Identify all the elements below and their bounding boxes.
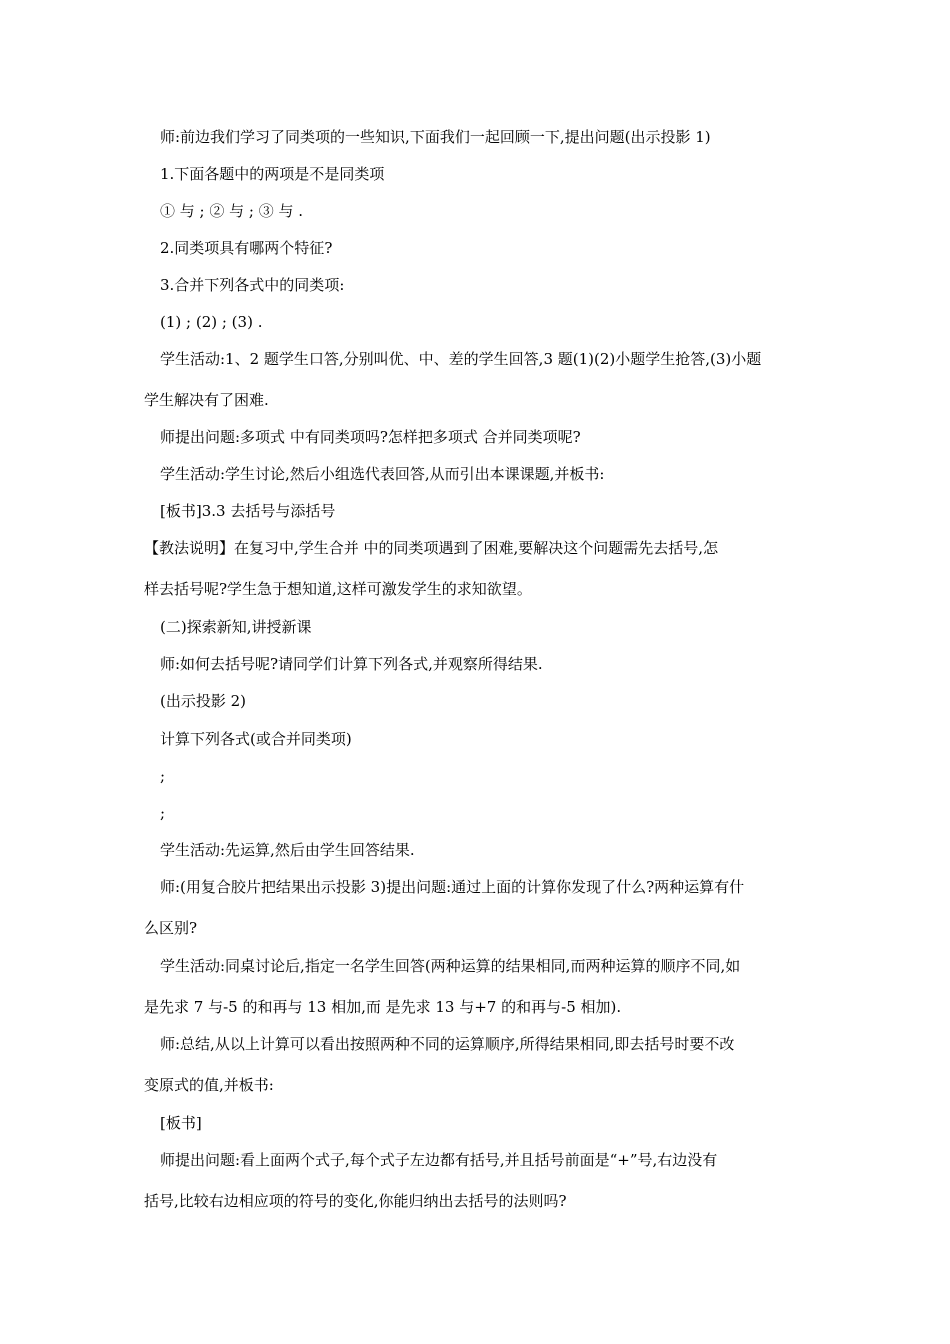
text-line: 【教法说明】在复习中,学生合并 中的同类项遇到了困难,要解决这个问题需先去括号,怎 — [144, 539, 719, 557]
text-line: 括号,比较右边相应项的符号的变化,你能归纳出去括号的法则吗? — [144, 1192, 567, 1210]
text-line: 么区别? — [144, 919, 198, 937]
text-line: 学生解决有了困难. — [144, 391, 269, 409]
text-line: 变原式的值,并板书: — [144, 1076, 274, 1094]
text-line: 师:总结,从以上计算可以看出按照两种不同的运算顺序,所得结果相同,即去括号时要不改 — [160, 1035, 735, 1053]
text-line: 师:(用复合胶片把结果出示投影 3)提出问题:通过上面的计算你发现了什么?两种运算有什 — [160, 878, 745, 896]
text-line: 是先求 7 与-5 的和再与 13 相加,而 是先求 13 与+7 的和再与-5 相加). — [144, 998, 622, 1016]
text-line: 1.下面各题中的两项是不是同类项 — [160, 165, 385, 183]
text-line: 师提出问题:看上面两个式子,每个式子左边都有括号,并且括号前面是“+”号,右边没有 — [160, 1151, 718, 1169]
text-line: (出示投影 2) — [160, 692, 247, 710]
text-line: 师提出问题:多项式 中有同类项吗?怎样把多项式 合并同类项呢? — [160, 428, 581, 446]
text-line: ① 与 ; ② 与 ; ③ 与 . — [160, 202, 304, 220]
text-line: 师:如何去括号呢?请同学们计算下列各式,并观察所得结果. — [160, 655, 543, 673]
text-line: 样去括号呢?学生急于想知道,这样可激发学生的求知欲望。 — [144, 580, 532, 598]
text-line: 计算下列各式(或合并同类项) — [160, 730, 352, 748]
text-line: 学生活动:先运算,然后由学生回答结果. — [160, 841, 415, 859]
text-line: 学生活动:1、2 题学生口答,分别叫优、中、差的学生回答,3 题(1)(2)小题学生抢答,(3)小题 — [160, 350, 762, 368]
text-line: [板书]3.3 去括号与添括号 — [160, 502, 336, 520]
text-line: 师:前边我们学习了同类项的一些知识,下面我们一起回顾一下,提出问题(出示投影 1) — [160, 128, 711, 146]
text-line: (1) ; (2) ; (3) . — [160, 313, 263, 331]
text-line: ; — [160, 804, 166, 822]
text-line: (二)探索新知,讲授新课 — [160, 618, 312, 636]
text-line: [板书] — [160, 1114, 202, 1132]
text-line: 2.同类项具有哪两个特征? — [160, 239, 333, 257]
text-line: ; — [160, 767, 166, 785]
text-line: 3.合并下列各式中的同类项: — [160, 276, 345, 294]
text-line: 学生活动:学生讨论,然后小组选代表回答,从而引出本课课题,并板书: — [160, 465, 605, 483]
text-line: 学生活动:同桌讨论后,指定一名学生回答(两种运算的结果相同,而两种运算的顺序不同,如 — [160, 957, 741, 975]
